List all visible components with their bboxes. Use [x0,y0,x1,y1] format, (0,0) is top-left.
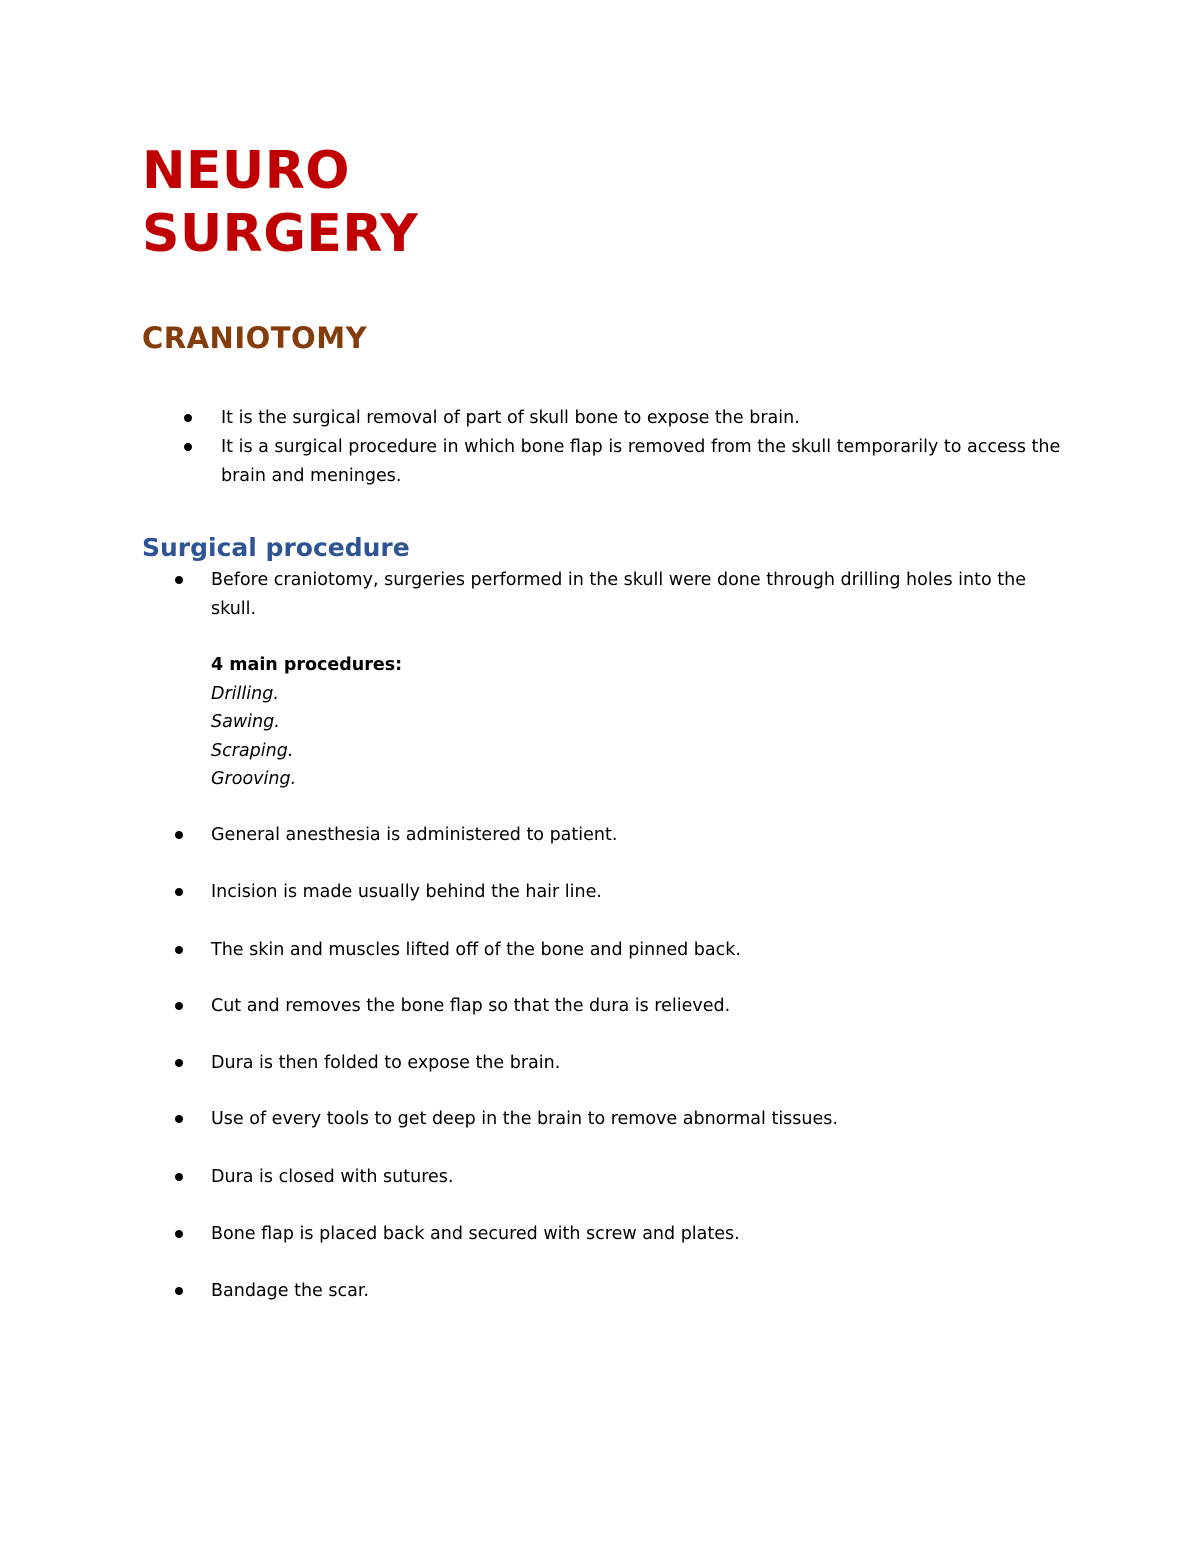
procedure-item: Scraping. [211,740,294,761]
list-item [211,1105,1061,1134]
bullet-icon [175,1059,183,1067]
list-item [211,1220,1061,1249]
definition-text: It is the surgical removal of part of skull bone to expose the brain. [221,408,800,428]
step-text: Incision is made usually behind the hair line. [211,882,602,902]
step-text: The skin and muscles lifted off of the bone and pinned back. [211,940,741,960]
section-heading-craniotomy: CRANIOTOMY [142,321,368,355]
step-text: Cut and removes the bone flap so that the dura is relieved. [211,996,731,1016]
bullet-icon [175,1230,183,1238]
title-line-2: SURGERY [142,204,419,264]
list-item [211,936,1061,965]
bullet-icon [184,414,192,422]
list-item [211,566,1061,623]
document-title [142,140,418,266]
procedure-item: Grooving. [211,769,297,789]
main-procedures-block [211,651,402,794]
intro-text: Before craniotomy, surgeries performed in the skull were done through drilling holes into the skull. [211,570,1026,619]
bullet-icon [175,1287,183,1295]
title-line-1: NEURO [142,141,351,201]
bullet-icon [175,1115,183,1123]
procedure-item: Sawing. [211,712,280,732]
bullet-icon [175,1173,183,1181]
definition-text: It is a surgical procedure in which bone flap is removed from the skull temporarily to access the brain and meninges. [221,437,1061,486]
list-item [211,821,1061,850]
bullet-icon [175,888,183,896]
step-text: Bone flap is placed back and secured with screw and plates. [211,1224,740,1244]
procedure-item: Drilling. [211,683,279,704]
list-item [211,992,1061,1021]
list-item [221,433,1081,490]
step-text: Bandage the scar. [211,1281,369,1301]
step-text: General anesthesia is administered to patient. [211,825,618,845]
subsection-heading-surgical-procedure: Surgical procedure [142,533,410,562]
bullet-icon [184,443,192,451]
bullet-icon [175,576,183,584]
list-item [211,1277,1061,1306]
bullet-icon [175,946,183,954]
step-text: Dura is closed with sutures. [211,1167,454,1187]
main-procedures-label: 4 main procedures: [211,655,403,675]
step-text: Dura is then folded to expose the brain. [211,1053,561,1073]
list-item [211,1049,1061,1078]
bullet-icon [175,831,183,839]
list-item [211,1163,1061,1192]
list-item [211,878,1061,907]
bullet-icon [175,1002,183,1010]
list-item [221,404,1081,433]
step-text: Use of every tools to get deep in the brain to remove abnormal tissues. [211,1109,838,1129]
